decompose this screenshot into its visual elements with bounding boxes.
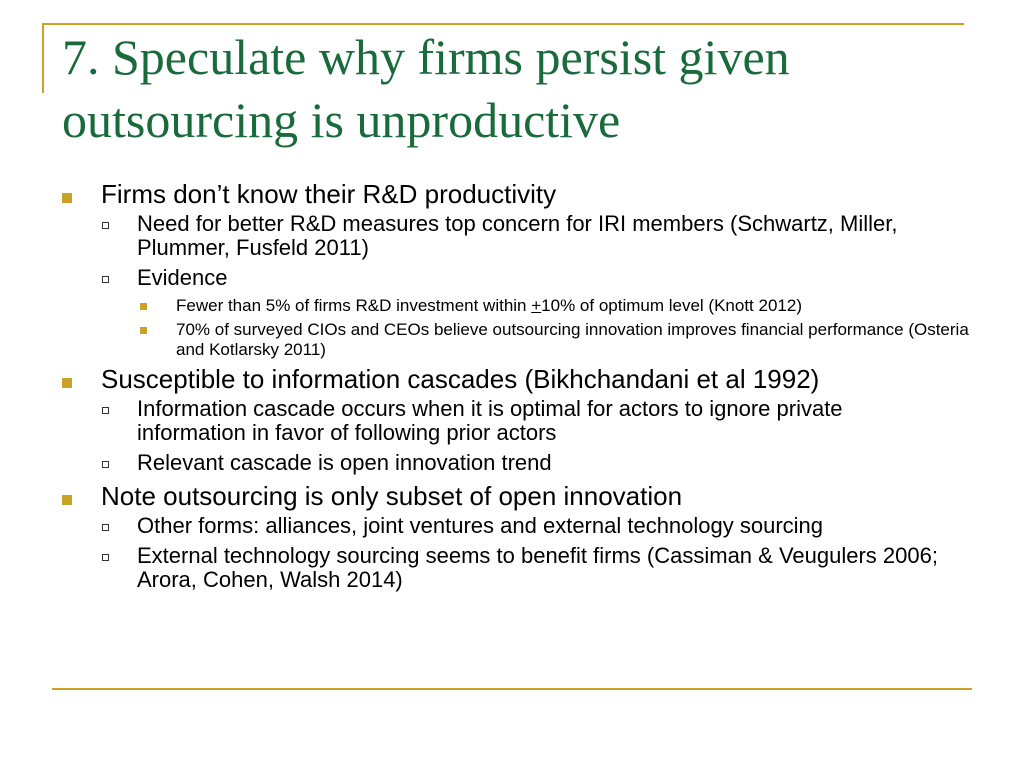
slide-title: 7. Speculate why firms persist given outsourcing is unproductive xyxy=(62,29,790,148)
filled-square-bullet-icon xyxy=(62,495,72,505)
sub-bullet-item xyxy=(0,451,957,475)
sub-sub-bullet-text: 70% of surveyed CIOs and CEOs believe outsourcing innovation improves financial performance (Osteria and Kotlarsky 2011) xyxy=(176,320,969,359)
sub-bullet-item xyxy=(0,212,957,260)
filled-square-bullet-icon xyxy=(62,193,72,203)
bullet-item xyxy=(0,179,961,210)
sub-sub-bullet-text-start: Fewer than 5% of firms R&D investment within xyxy=(176,296,532,315)
sub-bullet-text: Information cascade occurs when it is optimal for actors to ignore private information in favor of following prior actors xyxy=(137,396,843,445)
left-accent-line xyxy=(42,23,44,93)
bottom-divider xyxy=(52,688,972,690)
bullet-text: Susceptible to information cascades (Bikhchandani et al 1992) xyxy=(101,364,820,394)
sub-bullet-text: Relevant cascade is open innovation trend xyxy=(137,450,552,475)
hollow-square-bullet-icon xyxy=(102,554,109,561)
hollow-square-bullet-icon xyxy=(102,276,109,283)
sub-bullet-item xyxy=(0,514,957,538)
small-filled-square-bullet-icon xyxy=(140,303,147,310)
filled-square-bullet-icon xyxy=(62,378,72,388)
sub-bullet-text: Other forms: alliances, joint ventures and external technology sourcing xyxy=(137,513,824,538)
sub-bullet-text: External technology sourcing seems to benefit firms (Cassiman & Veugulers 2006; Arora, Cohen, Walsh 2014) xyxy=(137,543,938,592)
bullet-list xyxy=(0,179,1024,598)
sub-bullet-item xyxy=(0,266,957,290)
sub-sub-bullet-text-end: 10% of optimum level (Knott 2012) xyxy=(541,296,802,315)
hollow-square-bullet-icon xyxy=(102,407,109,414)
bullet-text: Note outsourcing is only subset of open innovation xyxy=(101,481,683,511)
hollow-square-bullet-icon xyxy=(102,524,109,531)
sub-bullet-item xyxy=(0,397,957,445)
bullet-text: Firms don’t know their R&D productivity xyxy=(101,179,557,209)
sub-sub-bullet-item xyxy=(0,320,976,360)
hollow-square-bullet-icon xyxy=(102,461,109,468)
bullet-item xyxy=(0,364,961,395)
sub-bullet-item xyxy=(0,544,957,592)
sub-bullet-text: Evidence xyxy=(137,265,228,290)
sub-bullet-text: Need for better R&D measures top concern for IRI members (Schwartz, Miller, Plummer, Fusfeld 2011) xyxy=(137,211,898,260)
small-filled-square-bullet-icon xyxy=(140,327,147,334)
sub-sub-bullet-item xyxy=(0,296,976,316)
top-divider xyxy=(42,23,964,25)
plus-minus-sign: + xyxy=(531,296,542,315)
bullet-item xyxy=(0,481,961,512)
hollow-square-bullet-icon xyxy=(102,222,109,229)
